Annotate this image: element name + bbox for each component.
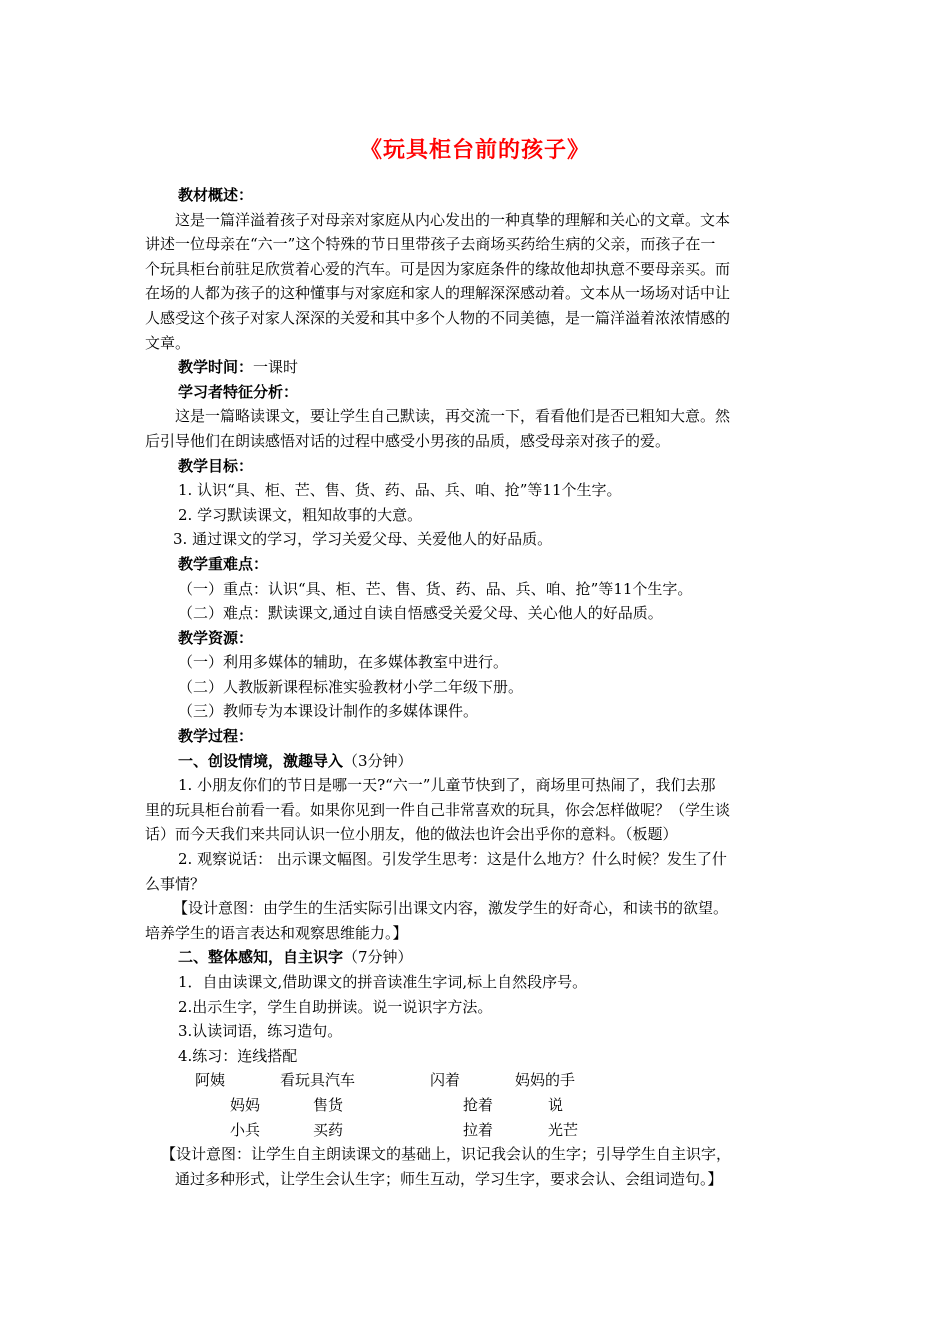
- overview-line: 个玩具柜台前驻足欣赏着心爱的汽车。可是因为家庭条件的缘故他却执意不要母亲买。而: [145, 259, 731, 278]
- section2-design-intent: 通过多种形式，让学生会认生字；师生互动，学习生字，要求会认、会组词造句。】: [175, 1169, 723, 1188]
- section1-line: 2. 观察说话： 出示课文幅图。引发学生思考：这是什么地方？什么时候？发生了什: [178, 850, 727, 869]
- matching-cell: 妈妈的手: [515, 1071, 576, 1090]
- matching-row: [145, 1118, 810, 1143]
- section2-line: 3.认读词语，练习造句。: [178, 1022, 343, 1041]
- section2-line: 1．自由读课文,借助课文的拼音读准生字词,标上自然段序号。: [178, 973, 588, 991]
- resources-heading: 教学资源：: [178, 628, 254, 647]
- section1-design-intent: 培养学生的语言表达和观察思维能力。】: [145, 923, 408, 942]
- goal-item: 1. 认识“具、柜、芒、售、货、药、品、兵、咱、抢”等11个生字。: [178, 481, 622, 500]
- section2-title: 二、整体感知，自主识字: [178, 948, 344, 967]
- matching-cell: 拉着: [463, 1120, 494, 1139]
- matching-cell: 售货: [313, 1095, 344, 1114]
- process-heading: 教学过程：: [178, 727, 254, 746]
- matching-row: [145, 1068, 810, 1093]
- matching-cell: 光芒: [548, 1120, 579, 1139]
- matching-cell: 阿姨: [195, 1071, 226, 1090]
- section2-line: 4.练习：连线搭配: [178, 1046, 298, 1065]
- overview-line: 文章。: [145, 333, 191, 352]
- resource-item: （二）人教版新课程标准实验教材小学二年级下册。: [178, 677, 524, 696]
- teaching-time-value: 一课时: [253, 358, 299, 377]
- goal-item: 3. 通过课文的学习，学习关爱父母、关爱他人的好品质。: [173, 530, 553, 549]
- matching-cell: 妈妈: [230, 1095, 261, 1114]
- overview-line: 人感受这个孩子对家人深深的关爱和其中多个人物的不同美德，是一篇洋溢着浓浓情感的: [145, 308, 731, 327]
- goals-heading: 教学目标：: [178, 456, 254, 475]
- teaching-time-label: 教学时间：: [178, 358, 254, 377]
- section1-heading: [145, 749, 810, 774]
- matching-cell: 买药: [313, 1120, 344, 1139]
- key-points-heading: 教学重难点：: [178, 554, 269, 573]
- overview-line: 讲述一位母亲在“六一”这个特殊的节日里带孩子去商场买药给生病的父亲，而孩子在一: [145, 235, 716, 254]
- section2-duration: （7分钟）: [343, 948, 413, 967]
- matching-cell: 小兵: [230, 1120, 261, 1139]
- teaching-time: [145, 355, 810, 380]
- section2-heading: [145, 945, 810, 970]
- section1-line: 么事情？: [145, 874, 206, 893]
- section2-line: 2.出示生字，学生自助拼读。说一说识字方法。: [178, 997, 493, 1016]
- document-body: [145, 183, 810, 1191]
- matching-row: [145, 1093, 810, 1118]
- key-point-item: （一）重点：认识“具、柜、芒、售、货、药、品、兵、咱、抢”等11个生字。: [178, 579, 693, 598]
- overview-line: 在场的人都为孩子的这种懂事与对家庭和家人的理解深深感动着。文本从一场场对话中让: [145, 284, 731, 303]
- section1-duration: （3分钟）: [343, 751, 413, 770]
- section1-line: 1. 小朋友你们的节日是哪一天?“六一”儿童节快到了，商场里可热闹了，我们去那: [178, 776, 716, 795]
- section1-design-intent: 【设计意图：由学生的生活实际引出课文内容，激发学生的好奇心，和读书的欲望。: [173, 899, 729, 918]
- matching-cell: 抢着: [463, 1095, 494, 1114]
- learner-heading: 学习者特征分析：: [178, 382, 299, 401]
- section2-design-intent: 【设计意图：让学生自主朗读课文的基础上，识记我会认的生字；引导学生自主识字，: [161, 1145, 732, 1164]
- matching-cell: 闪着: [430, 1071, 461, 1090]
- section1-line: 话）而今天我们来共同认识一位小朋友，他的做法也许会出乎你的意料。（板题）: [145, 825, 678, 844]
- document-title: 《玩具柜台前的孩子》: [359, 138, 590, 163]
- resource-item: （三）教师专为本课设计制作的多媒体课件。: [178, 702, 479, 721]
- learner-line: 后引导他们在朗读感悟对话的过程中感受小男孩的品质，感受母亲对孩子的爱。: [145, 431, 671, 450]
- key-point-item: （二）难点：默读课文,通过自读自悟感受关爱父母、关心他人的好品质。: [178, 604, 663, 623]
- matching-cell: 说: [548, 1095, 564, 1114]
- goal-item: 2. 学习默读课文，粗知故事的大意。: [178, 505, 423, 524]
- section1-title: 一、创设情境，激趣导入: [178, 751, 344, 770]
- section1-line: 里的玩具柜台前看一看。如果你见到一件自己非常喜欢的玩具，你会怎样做呢？（学生谈: [145, 800, 731, 819]
- learner-line: 这是一篇略读课文，要让学生自己默读，再交流一下，看看他们是否已粗知大意。然: [175, 407, 731, 426]
- overview-heading: 教材概述：: [178, 186, 254, 204]
- overview-line: 这是一篇洋溢着孩子对母亲对家庭从内心发出的一种真挚的理解和关心的文章。文本: [175, 210, 731, 229]
- resource-item: （一）利用多媒体的辅助，在多媒体教室中进行。: [178, 653, 509, 672]
- matching-cell: 看玩具汽车: [280, 1071, 356, 1090]
